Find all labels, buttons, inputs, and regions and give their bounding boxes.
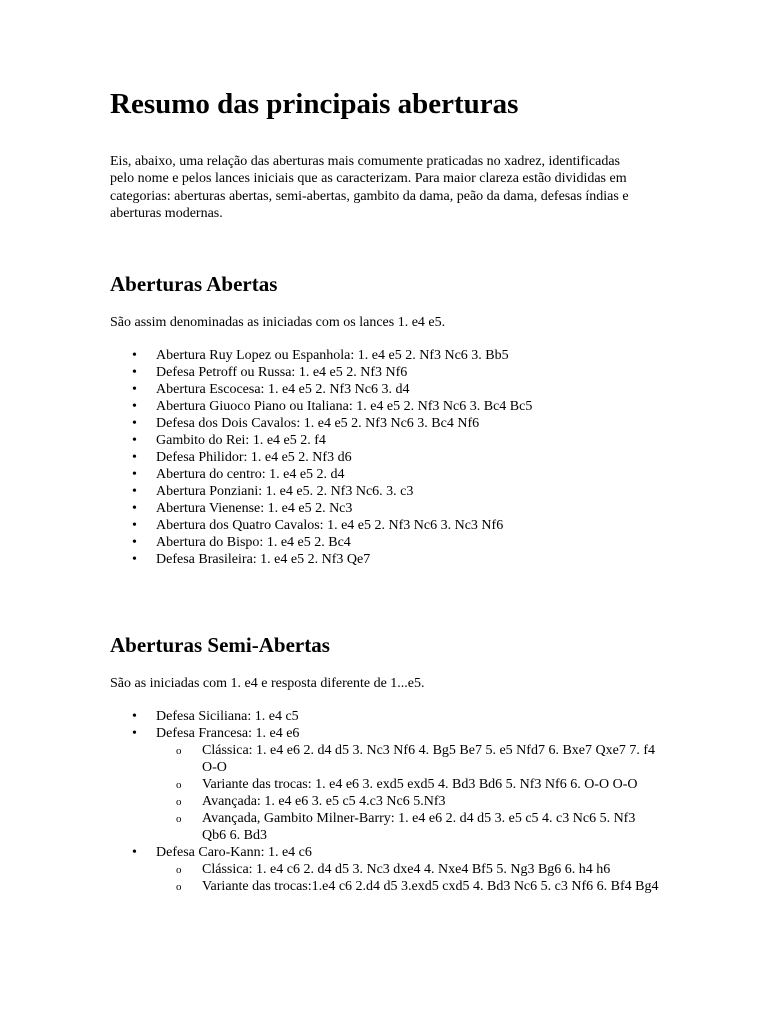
- sub-list-item: o Clássica: 1. e4 c6 2. d4 d5 3. Nc3 dxe4 4. Nxe4 Bf5 5. Ng3 Bg6 6. h4 h6: [156, 861, 660, 878]
- list-item: • Gambito do Rei: 1. e4 e5 2. f4: [110, 432, 660, 449]
- list-item: • Defesa Petroff ou Russa: 1. e4 e5 2. Nf3 Nf6: [110, 364, 660, 381]
- sub-list-item: o Avançada: 1. e4 e6 3. e5 c5 4.c3 Nc6 5.Nf3: [156, 793, 660, 810]
- list-item: • Defesa Philidor: 1. e4 e5 2. Nf3 d6: [110, 449, 660, 466]
- list-item: • Abertura Vienense: 1. e4 e5 2. Nc3: [110, 500, 660, 517]
- list-item: [110, 708, 660, 725]
- section-heading-abertas: Aberturas Abertas: [110, 272, 278, 296]
- list-item: • Abertura dos Quatro Cavalos: 1. e4 e5 2. Nf3 Nc6 3. Nc3 Nf6: [110, 517, 660, 534]
- list-item-label: Defesa Francesa: 1. e4 e6: [156, 726, 300, 741]
- section-heading-semi-abertas: Aberturas Semi-Abertas: [110, 633, 330, 657]
- page-title: Resumo das principais aberturas: [110, 88, 519, 120]
- section-description-abertas: São assim denominadas as iniciadas com os lances 1. e4 e5.: [110, 315, 446, 330]
- list-item-label: Defesa Caro-Kann: 1. e4 c6: [156, 845, 312, 860]
- list-item: • Abertura Escocesa: 1. e4 e5 2. Nf3 Nc6 3. d4: [110, 381, 660, 398]
- sub-list-item: o Variante das trocas:1.e4 c6 2.d4 d5 3.exd5 cxd5 4. Bd3 Nc6 5. c3 Nf6 6. Bf4 Bg4: [156, 878, 660, 895]
- list-item: • Abertura Giuoco Piano ou Italiana: 1. e4 e5 2. Nf3 Nc6 3. Bc4 Bc5: [110, 398, 660, 415]
- list-item: • Abertura do Bispo: 1. e4 e5 2. Bc4: [110, 534, 660, 551]
- sub-list-item: o Avançada, Gambito Milner-Barry: 1. e4 e6 2. d4 d5 3. e5 c5 4. c3 Nc6 5. Nf3 Qb6 6. Bd3: [156, 810, 660, 844]
- opening-list-semi-abertas: [110, 708, 660, 895]
- intro-paragraph: Eis, abaixo, uma relação das aberturas mais comumente praticadas no xadrez, identificadas pelo nome e pelos lances iniciais que as caracterizam. Para maior clareza estão divididas em categorias: aberturas abertas, semi-abertas, gambito da dama, peão da dama, defesas índias e aberturas modernas.: [110, 154, 629, 222]
- sub-list-item: o Variante das trocas: 1. e4 e6 3. exd5 exd5 4. Bd3 Bd6 5. Nf3 Nf6 6. O-O O-O: [156, 776, 660, 793]
- list-item: • Defesa dos Dois Cavalos: 1. e4 e5 2. Nf3 Nc6 3. Bc4 Nf6: [110, 415, 660, 432]
- list-item: • Abertura Ponziani: 1. e4 e5. 2. Nf3 Nc6. 3. c3: [110, 483, 660, 500]
- list-item-label: Defesa Siciliana: 1. e4 c5: [156, 709, 299, 724]
- sub-list: [156, 861, 660, 895]
- list-item: • Abertura do centro: 1. e4 e5 2. d4: [110, 466, 660, 483]
- list-item: • Defesa Brasileira: 1. e4 e5 2. Nf3 Qe7: [110, 551, 660, 568]
- sub-list-item: o Clássica: 1. e4 e6 2. d4 d5 3. Nc3 Nf6 4. Bg5 Be7 5. e5 Nfd7 6. Bxe7 Qxe7 7. f4 O-O: [156, 742, 660, 776]
- opening-list-abertas: [110, 347, 660, 568]
- list-item: • Abertura Ruy Lopez ou Espanhola: 1. e4 e5 2. Nf3 Nc6 3. Bb5: [110, 347, 660, 364]
- list-item: [110, 725, 660, 844]
- list-item: [110, 844, 660, 895]
- section-description-semi-abertas: São as iniciadas com 1. e4 e resposta diferente de 1...e5.: [110, 676, 425, 691]
- sub-list: [156, 742, 660, 844]
